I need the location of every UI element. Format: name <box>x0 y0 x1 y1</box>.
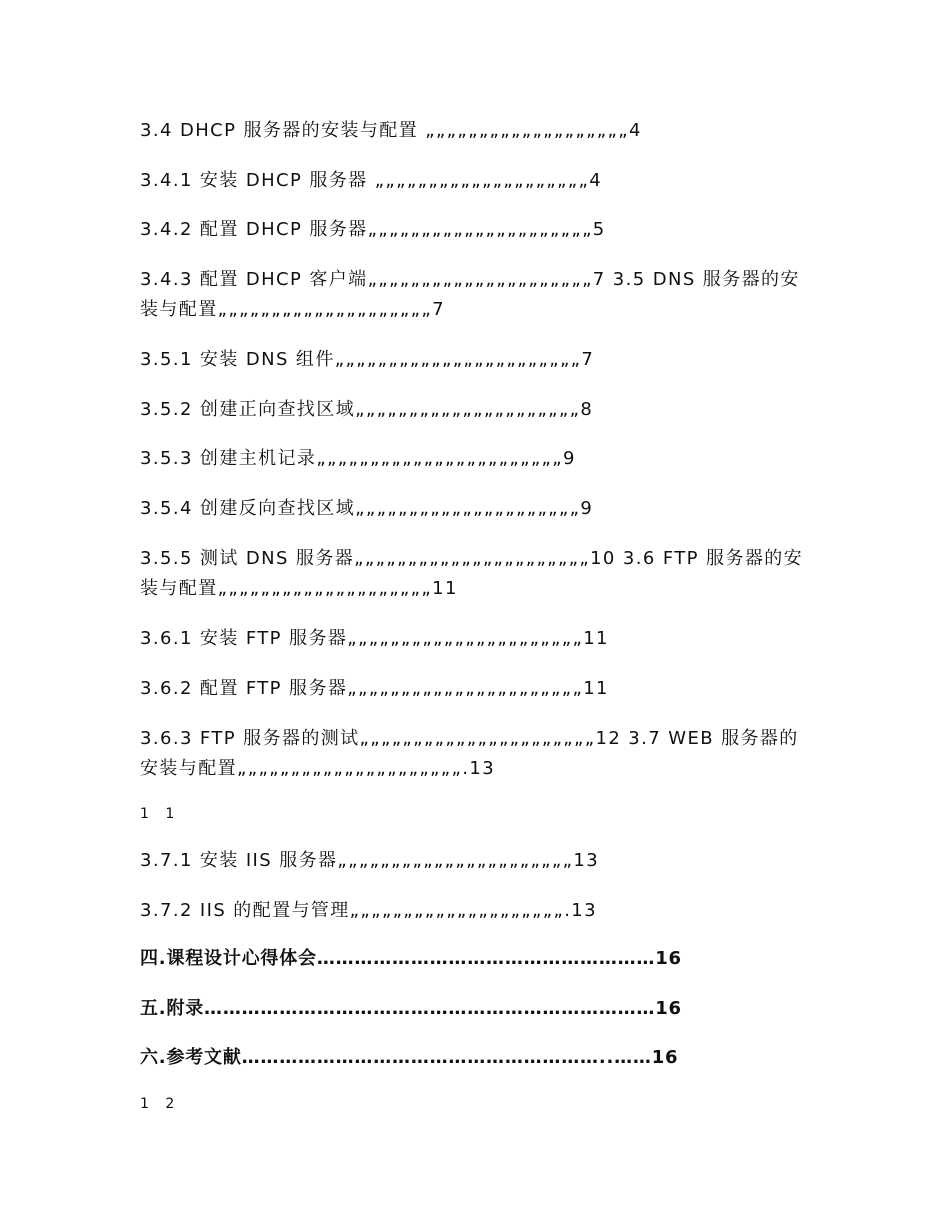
toc-entry-3-5-3: 3.5.3 创建主机记录„„„„„„„„„„„„„„„„„„„„„„„9 <box>140 448 576 469</box>
toc-entry-section-6: 六.参考文献…………………………………………………..……16 <box>140 1047 679 1068</box>
toc-entry-section-4: 四.课程设计心得体会………………………………………………16 <box>140 948 682 969</box>
toc-entry-3-6-2: 3.6.2 配置 FTP 服务器„„„„„„„„„„„„„„„„„„„„„„11 <box>140 678 609 699</box>
toc-entry-3-6-1: 3.6.1 安装 FTP 服务器„„„„„„„„„„„„„„„„„„„„„„11 <box>140 628 609 649</box>
toc-entry-3-6-3: 3.6.3 FTP 服务器的测试„„„„„„„„„„„„„„„„„„„„„„12 3.7 WEB 服务器的安装与配置„„„„„„„„„„„„„„„„„„„„„.13 <box>140 728 799 779</box>
toc-entry-section-5: 五.附录………………………………………………………………16 <box>140 998 682 1019</box>
toc-entry-3-5-2: 3.5.2 创建正向查找区域„„„„„„„„„„„„„„„„„„„„„8 <box>140 399 594 420</box>
toc-entry-3-4: 3.4 DHCP 服务器的安装与配置 „„„„„„„„„„„„„„„„„„„4 <box>140 120 642 141</box>
toc-entry-3-5-4: 3.5.4 创建反向查找区域„„„„„„„„„„„„„„„„„„„„„9 <box>140 498 594 519</box>
toc-entry-3-4-1: 3.4.1 安装 DHCP 服务器 „„„„„„„„„„„„„„„„„„„„4 <box>140 170 603 191</box>
toc-entry-3-7-2: 3.7.2 IIS 的配置与管理„„„„„„„„„„„„„„„„„„„„.13 <box>140 900 598 921</box>
page-number: 1 2 <box>140 1096 181 1112</box>
toc-entry-3-7-1: 3.7.1 安装 IIS 服务器„„„„„„„„„„„„„„„„„„„„„„13 <box>140 850 600 871</box>
toc-entry-3-4-2: 3.4.2 配置 DHCP 服务器„„„„„„„„„„„„„„„„„„„„„5 <box>140 219 606 240</box>
page-number: 1 1 <box>140 806 181 822</box>
toc-entry-3-5-5: 3.5.5 测试 DNS 服务器„„„„„„„„„„„„„„„„„„„„„„10 3.6 FTP 服务器的安装与配置„„„„„„„„„„„„„„„„„„„„11 <box>140 548 804 599</box>
toc-entry-3-5-1: 3.5.1 安装 DNS 组件„„„„„„„„„„„„„„„„„„„„„„„7 <box>140 349 595 370</box>
toc-entry-3-4-3: 3.4.3 配置 DHCP 客户端„„„„„„„„„„„„„„„„„„„„„7 3.5 DNS 服务器的安装与配置„„„„„„„„„„„„„„„„„„„„7 <box>140 269 800 320</box>
